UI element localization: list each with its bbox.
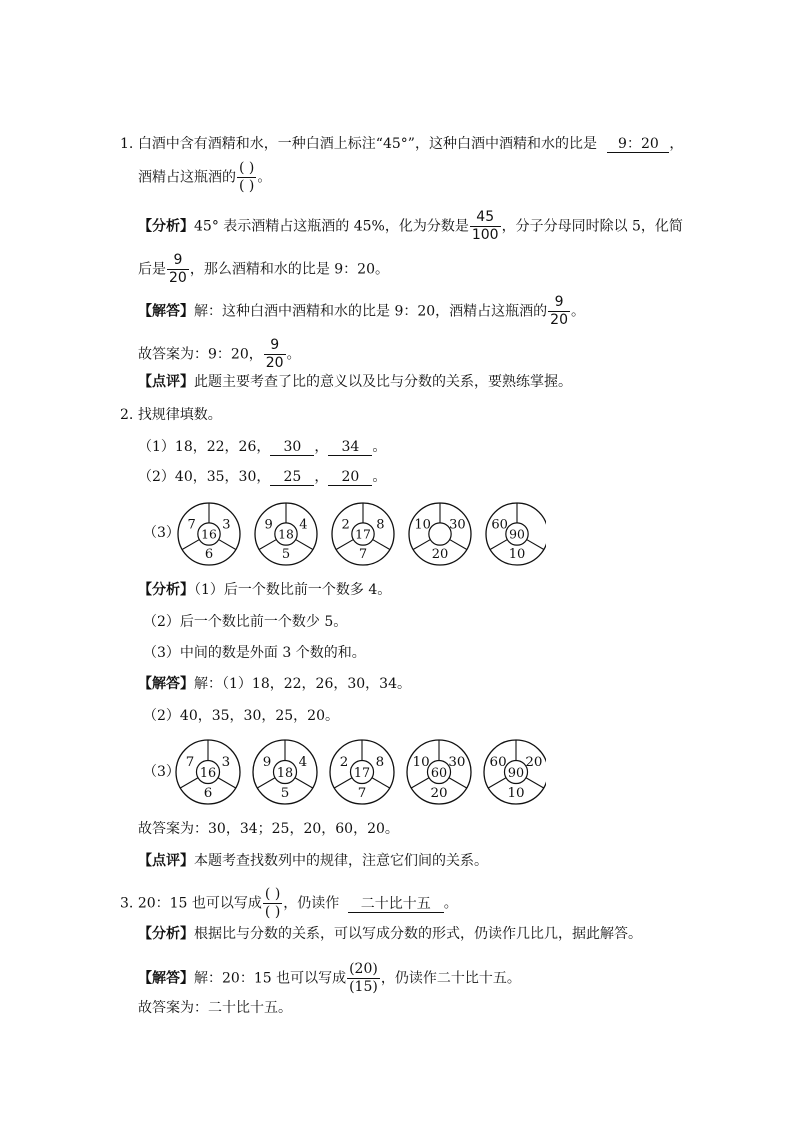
q2-solution-part3-label: （3） bbox=[143, 764, 180, 780]
q2-q-divider bbox=[413, 540, 430, 550]
q2-p1-text: （1）18，22，26， bbox=[138, 439, 271, 455]
q1-stem-line1 bbox=[120, 134, 683, 154]
q1-solution-line bbox=[138, 294, 585, 329]
q2-q-left-number: 2 bbox=[341, 517, 350, 533]
q2-a-center-number: 18 bbox=[276, 765, 294, 781]
q2-p1-answer1: 30 bbox=[270, 439, 314, 456]
q2-q-divider bbox=[527, 540, 544, 550]
q2-a-right-number: 4 bbox=[298, 755, 308, 771]
q1-number: 1. bbox=[120, 136, 134, 152]
q2-q-center-number: 18 bbox=[278, 527, 294, 542]
q2-a-divider bbox=[295, 778, 313, 788]
q1-sol-frac-num: 9 bbox=[548, 294, 570, 312]
q3-analysis-line bbox=[138, 924, 642, 944]
q3-blank-den: ( ) bbox=[264, 904, 281, 920]
q1-analysis-line1 bbox=[138, 209, 683, 244]
q2-a-bottom-number: 20 bbox=[430, 785, 448, 801]
q3-analysis-text: 根据比与分数的关系，可以写成分数的形式，仍读作几比几，据此解答。 bbox=[194, 926, 642, 942]
q1-comment-text: 此题主要考查了比的意义以及比与分数的关系，要熟练掌握。 bbox=[194, 374, 572, 390]
q2-q-left-number: 10 bbox=[414, 517, 431, 533]
q2-q-divider bbox=[182, 540, 199, 550]
q2-a-bottom-number: 6 bbox=[203, 785, 213, 801]
q2-a-bottom-number: 7 bbox=[357, 785, 367, 801]
q2-comment-line bbox=[138, 851, 488, 871]
q2-q-divider bbox=[296, 540, 313, 550]
q1-stem-punct: ， bbox=[669, 136, 684, 152]
q2-a-bottom-number: 10 bbox=[507, 785, 525, 801]
q2-analysis-line1 bbox=[138, 580, 391, 600]
q3-stem-text: 20：15 也可以写成 bbox=[137, 895, 262, 912]
q2-analysis-line3: （3）中间的数是外面 3 个数的和。 bbox=[143, 645, 366, 661]
q2-a-divider bbox=[218, 778, 236, 788]
q2-a-divider bbox=[411, 778, 429, 788]
q2-a-right-number: 8 bbox=[375, 755, 385, 771]
q2-a-center-number: 16 bbox=[199, 765, 217, 781]
q2-q-center-number: 16 bbox=[201, 527, 217, 542]
q2-q-center-number: 17 bbox=[355, 527, 371, 542]
q2-a-bottom-number: 5 bbox=[280, 785, 290, 801]
q3-final-line: 故答案为：二十比十五。 bbox=[138, 1000, 292, 1016]
q2-q-bottom-number: 5 bbox=[281, 547, 291, 563]
q1-analysis-text1b: ，分子分母同时除以 5，化简 bbox=[501, 218, 683, 235]
q2-stem-line bbox=[120, 405, 222, 425]
q2-q-divider bbox=[259, 540, 276, 550]
q1-frac9-den: 20 bbox=[169, 270, 187, 286]
q2-q-circle-3 bbox=[332, 503, 394, 565]
q1-answer-ratio: 9：20 bbox=[607, 136, 669, 153]
q1-sol-frac-den: 20 bbox=[550, 312, 568, 328]
q1-final-fraction bbox=[264, 337, 286, 372]
q2-solution-label: 【解答】 bbox=[138, 676, 194, 692]
q1-fraction-45-100 bbox=[470, 209, 501, 244]
q1-analysis-text2: 后是 bbox=[138, 261, 166, 278]
q2-a-center-number: 17 bbox=[353, 765, 371, 781]
q2-a-left-number: 7 bbox=[185, 755, 195, 771]
q2-q-center-number: 90 bbox=[509, 527, 525, 542]
q2-q-right-number: 3 bbox=[222, 517, 231, 533]
q2-a-left-number: 9 bbox=[262, 755, 272, 771]
q1-final-frac-num: 9 bbox=[264, 337, 286, 355]
q3-solution-line bbox=[138, 961, 521, 996]
q1-solution-text: 解：这种白酒中酒精和水的比是 9：20，酒精占这瓶酒的 bbox=[194, 303, 548, 320]
q2-q-left-number: 60 bbox=[491, 517, 508, 533]
q3-sol-num: (20) bbox=[349, 961, 378, 977]
q2-p2-answer1: 25 bbox=[270, 469, 314, 486]
q2-q-right-number: 30 bbox=[449, 517, 466, 533]
q3-solution-label: 【解答】 bbox=[138, 970, 194, 987]
q2-a-svg bbox=[174, 738, 546, 806]
q1-analysis-text2b: ，那么酒精和水的比是 9：20。 bbox=[189, 261, 389, 278]
q1-solution-end: 。 bbox=[571, 303, 585, 320]
q1-solution-label: 【解答】 bbox=[138, 303, 194, 320]
q2-number: 2. bbox=[120, 407, 134, 423]
q2-p2-text: （2）40，35，30， bbox=[138, 469, 271, 485]
q2-q-bottom-number: 10 bbox=[508, 547, 526, 563]
q2-solution-line1 bbox=[138, 674, 411, 694]
q2-analysis-label: 【分析】 bbox=[138, 582, 194, 598]
q2-p2-sep: ， bbox=[314, 469, 329, 485]
q2-a-circle-5 bbox=[484, 740, 546, 804]
q1-stem-b-end: 。 bbox=[257, 169, 272, 186]
q2-q-right-number: 4 bbox=[299, 517, 308, 533]
q2-solution-text1: 解：（1）18，22，26，30，34。 bbox=[194, 676, 411, 692]
q2-part2 bbox=[138, 467, 386, 487]
q2-answer-circles bbox=[174, 738, 546, 806]
q2-p2-end: 。 bbox=[372, 469, 387, 485]
q2-q-svg bbox=[176, 501, 546, 567]
q1-blank-num: ( ) bbox=[239, 160, 255, 176]
q2-a-circle-4 bbox=[407, 740, 471, 804]
q2-q-circle-1 bbox=[178, 503, 240, 565]
q2-comment-label: 【点评】 bbox=[138, 853, 194, 869]
q2-a-left-number: 10 bbox=[412, 755, 430, 771]
q2-q-circle-2 bbox=[255, 503, 317, 565]
q1-frac9-num: 9 bbox=[167, 252, 189, 270]
q2-a-right-number: 20 bbox=[525, 755, 543, 771]
q1-final-line bbox=[138, 337, 301, 372]
q2-p1-end: 。 bbox=[372, 439, 387, 455]
q2-q-divider bbox=[450, 540, 467, 550]
q2-a-left-number: 60 bbox=[489, 755, 507, 771]
q2-a-right-number: 3 bbox=[221, 755, 231, 771]
q1-blank-fraction bbox=[237, 160, 256, 195]
q1-fraction-9-20 bbox=[167, 252, 189, 287]
q1-frac45-num: 45 bbox=[470, 209, 501, 227]
q2-analysis-text1: （1）后一个数比前一个数多 4。 bbox=[194, 582, 392, 598]
q3-number: 3. bbox=[120, 895, 134, 912]
q2-q-right-number: 8 bbox=[376, 517, 385, 533]
q2-q-bottom-number: 6 bbox=[204, 547, 214, 563]
q1-analysis-label: 【分析】 bbox=[138, 218, 194, 235]
q2-a-divider bbox=[257, 778, 275, 788]
q2-stem-text: 找规律填数。 bbox=[137, 407, 222, 423]
q2-q-left-number: 7 bbox=[187, 517, 196, 533]
q3-answer-read: 二十比十五 bbox=[348, 896, 444, 913]
q2-a-divider bbox=[334, 778, 352, 788]
q2-q-left-number: 9 bbox=[264, 517, 273, 533]
q1-stem-b: 酒精占这瓶酒的 bbox=[138, 169, 236, 186]
q1-comment-line bbox=[138, 372, 572, 392]
q3-stem-end: 。 bbox=[443, 895, 458, 912]
q2-p1-sep: ， bbox=[314, 439, 329, 455]
q2-solution-line2: （2）40，35，30，25，20。 bbox=[143, 708, 339, 724]
q2-a-circle-3 bbox=[330, 740, 394, 804]
q3-analysis-label: 【分析】 bbox=[138, 926, 194, 942]
q2-q-divider bbox=[336, 540, 353, 550]
q2-a-circle-2 bbox=[253, 740, 317, 804]
q2-a-divider bbox=[180, 778, 198, 788]
q3-sol-den: (15) bbox=[349, 979, 378, 995]
q1-frac45-den: 100 bbox=[471, 227, 499, 243]
q3-solution-fraction bbox=[347, 961, 380, 996]
q2-q-divider bbox=[219, 540, 236, 550]
q2-q-bottom-number: 20 bbox=[431, 547, 449, 563]
q2-q-inner-ring bbox=[429, 523, 451, 545]
q1-comment-label: 【点评】 bbox=[138, 374, 194, 390]
q3-solution-text: 解：20：15 也可以写成 bbox=[194, 970, 347, 987]
q3-solution-b: ，仍读作二十比十五。 bbox=[380, 970, 521, 987]
q2-a-right-number: 30 bbox=[448, 755, 466, 771]
q1-blank-den: ( ) bbox=[239, 178, 255, 194]
q1-analysis-text1: 45° 表示酒精占这瓶酒的 45%，化为分数是 bbox=[194, 218, 469, 235]
q1-final-frac-den: 20 bbox=[265, 355, 284, 371]
q2-part3-label: （3） bbox=[143, 525, 180, 541]
q2-a-left-number: 2 bbox=[339, 755, 349, 771]
q2-q-bottom-number: 7 bbox=[358, 547, 368, 563]
q3-stem-b: ，仍读作 bbox=[283, 895, 340, 912]
q2-a-center-number: 60 bbox=[430, 765, 448, 781]
q2-analysis-line2: （2）后一个数比前一个数少 5。 bbox=[143, 614, 348, 630]
q2-q-divider bbox=[373, 540, 390, 550]
q2-q-circle-5 bbox=[486, 503, 546, 565]
q3-blank-fraction bbox=[263, 886, 282, 921]
q2-part1 bbox=[138, 437, 386, 457]
q2-final-line: 故答案为：30，34；25，20，60，20。 bbox=[138, 821, 399, 837]
q2-p1-answer2: 34 bbox=[328, 439, 372, 456]
q1-stem-text: 白酒中含有酒精和水，一种白酒上标注“45°”，这种白酒中酒精和水的比是 bbox=[137, 136, 597, 152]
q3-blank-num: ( ) bbox=[264, 886, 281, 902]
q1-final-end: 。 bbox=[286, 346, 301, 363]
q1-stem-line2 bbox=[138, 160, 271, 195]
q2-q-divider bbox=[490, 540, 507, 550]
q1-final-text: 故答案为：9：20， bbox=[138, 346, 263, 363]
q2-a-divider bbox=[488, 778, 506, 788]
q1-solution-fraction bbox=[548, 294, 570, 329]
q2-a-divider bbox=[372, 778, 390, 788]
q1-analysis-line2 bbox=[138, 252, 389, 287]
q3-stem-line bbox=[120, 886, 458, 921]
q2-a-center-number: 90 bbox=[507, 765, 525, 781]
q2-q-circle-4 bbox=[409, 503, 471, 565]
q2-question-circles bbox=[176, 501, 546, 567]
q2-a-divider bbox=[449, 778, 467, 788]
q2-a-circle-1 bbox=[176, 740, 240, 804]
q2-comment-text: 本题考查找数列中的规律，注意它们间的关系。 bbox=[194, 853, 488, 869]
q2-a-divider bbox=[526, 778, 544, 788]
q2-p2-answer2: 20 bbox=[328, 469, 372, 486]
